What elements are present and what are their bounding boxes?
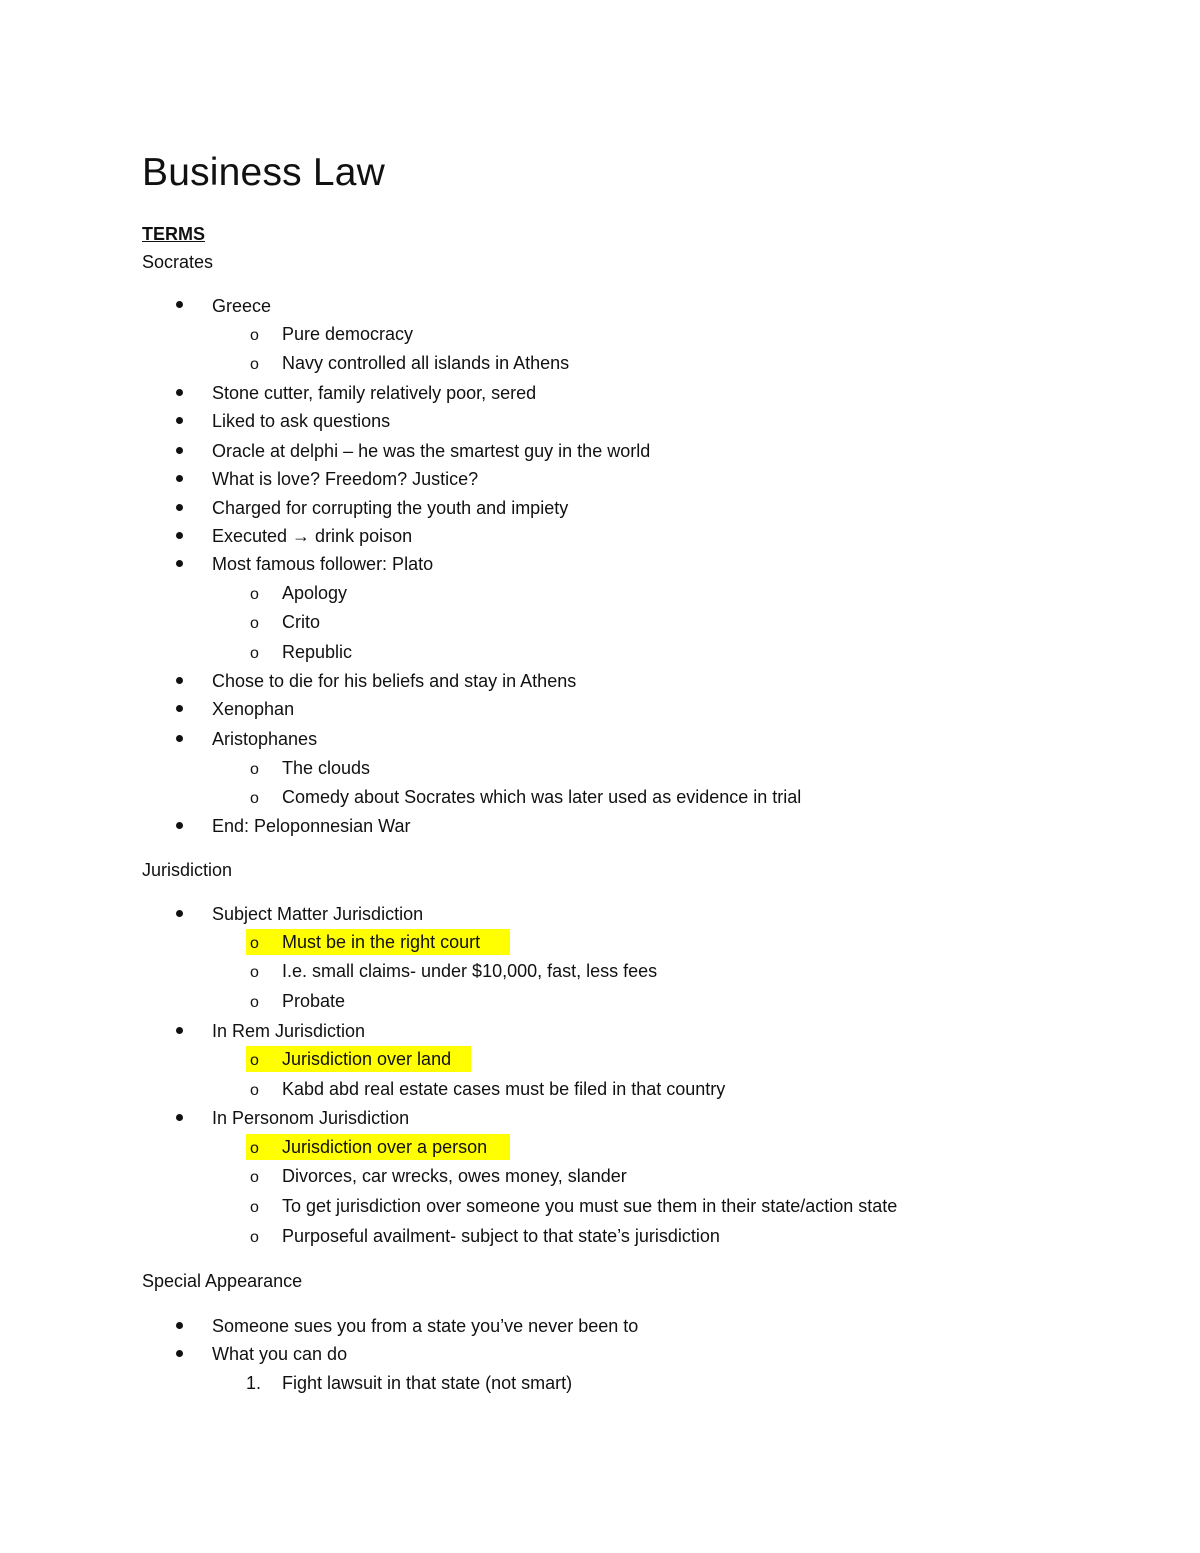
list-item: Xenophan: [212, 699, 295, 719]
sub-bullet-icon: o: [250, 935, 259, 952]
sub-list-item: Crito: [282, 612, 321, 632]
bullet-icon: [176, 389, 183, 396]
list-item: Liked to ask questions: [212, 411, 391, 431]
sub-list-item: Jurisdiction over a person: [282, 1137, 488, 1157]
sub-bullet-icon: o: [250, 761, 259, 778]
list-item: In Personom Jurisdiction: [212, 1108, 410, 1128]
bullet-icon: [176, 705, 183, 712]
terms-heading: TERMS: [142, 224, 205, 244]
sub-list-item: The clouds: [282, 758, 371, 778]
bullet-icon: [176, 301, 183, 308]
socrates-heading: Socrates: [142, 252, 214, 272]
list-item: What you can do: [212, 1344, 348, 1364]
bullet-icon: [176, 560, 183, 567]
sub-bullet-icon: o: [250, 1082, 259, 1099]
sub-bullet-icon: o: [250, 615, 259, 632]
list-item: End: Peloponnesian War: [212, 816, 411, 836]
bullet-icon: [176, 475, 183, 482]
sub-list-item: Jurisdiction over land: [282, 1049, 452, 1069]
list-item: Greece: [212, 296, 272, 316]
sub-list-item: Apology: [282, 583, 348, 603]
list-item: What is love? Freedom? Justice?: [212, 469, 479, 489]
list-item: Most famous follower: Plato: [212, 554, 434, 574]
jurisdiction-heading: Jurisdiction: [142, 860, 233, 880]
sub-list-item: Purposeful availment- subject to that state’s jurisdiction: [282, 1226, 720, 1246]
sub-bullet-icon: o: [250, 1199, 259, 1216]
sub-bullet-icon: o: [250, 1140, 259, 1157]
list-item: In Rem Jurisdiction: [212, 1021, 366, 1041]
document-title: Business Law: [142, 151, 386, 194]
bullet-icon: [176, 910, 183, 917]
list-item: Executed → drink poison: [212, 526, 413, 546]
bullet-icon: [176, 1322, 183, 1329]
bullet-icon: [176, 1350, 183, 1357]
numbered-list-item: Fight lawsuit in that state (not smart): [282, 1373, 573, 1393]
list-item: Charged for corrupting the youth and impiety: [212, 498, 569, 518]
sub-bullet-icon: o: [250, 790, 259, 807]
sub-bullet-icon: o: [250, 1169, 259, 1186]
list-item: Chose to die for his beliefs and stay in Athens: [212, 671, 577, 691]
numbered-marker: 1.: [246, 1373, 262, 1393]
sub-list-item: Republic: [282, 642, 353, 662]
sub-bullet-icon: o: [250, 1229, 259, 1246]
sub-list-item: Divorces, car wrecks, owes money, slander: [282, 1166, 627, 1186]
sub-list-item: Pure democracy: [282, 324, 414, 344]
sub-bullet-icon: o: [250, 327, 259, 344]
bullet-icon: [176, 417, 183, 424]
special-appearance-heading: Special Appearance: [142, 1271, 303, 1291]
list-item: Stone cutter, family relatively poor, sered: [212, 383, 537, 403]
bullet-icon: [176, 677, 183, 684]
bullet-icon: [176, 822, 183, 829]
sub-list-item: To get jurisdiction over someone you must sue them in their state/action state: [282, 1196, 898, 1216]
sub-list-item: Comedy about Socrates which was later used as evidence in trial: [282, 787, 802, 807]
sub-bullet-icon: o: [250, 994, 259, 1011]
sub-bullet-icon: o: [250, 1052, 259, 1069]
bullet-icon: [176, 1114, 183, 1121]
sub-bullet-icon: o: [250, 356, 259, 373]
sub-list-item: Probate: [282, 991, 346, 1011]
list-item: Someone sues you from a state you’ve never been to: [212, 1316, 639, 1336]
bullet-icon: [176, 1027, 183, 1034]
bullet-icon: [176, 504, 183, 511]
list-item: Aristophanes: [212, 729, 318, 749]
sub-list-item: Navy controlled all islands in Athens: [282, 353, 570, 373]
bullet-icon: [176, 447, 183, 454]
list-item: Subject Matter Jurisdiction: [212, 904, 424, 924]
bullet-icon: [176, 735, 183, 742]
sub-list-item: I.e. small claims- under $10,000, fast, less fees: [282, 961, 658, 981]
sub-bullet-icon: o: [250, 586, 259, 603]
bullet-icon: [176, 532, 183, 539]
sub-bullet-icon: o: [250, 964, 259, 981]
list-item: Oracle at delphi – he was the smartest guy in the world: [212, 441, 651, 461]
sub-list-item: Must be in the right court: [282, 932, 481, 952]
sub-bullet-icon: o: [250, 645, 259, 662]
sub-list-item: Kabd abd real estate cases must be filed in that country: [282, 1079, 726, 1099]
